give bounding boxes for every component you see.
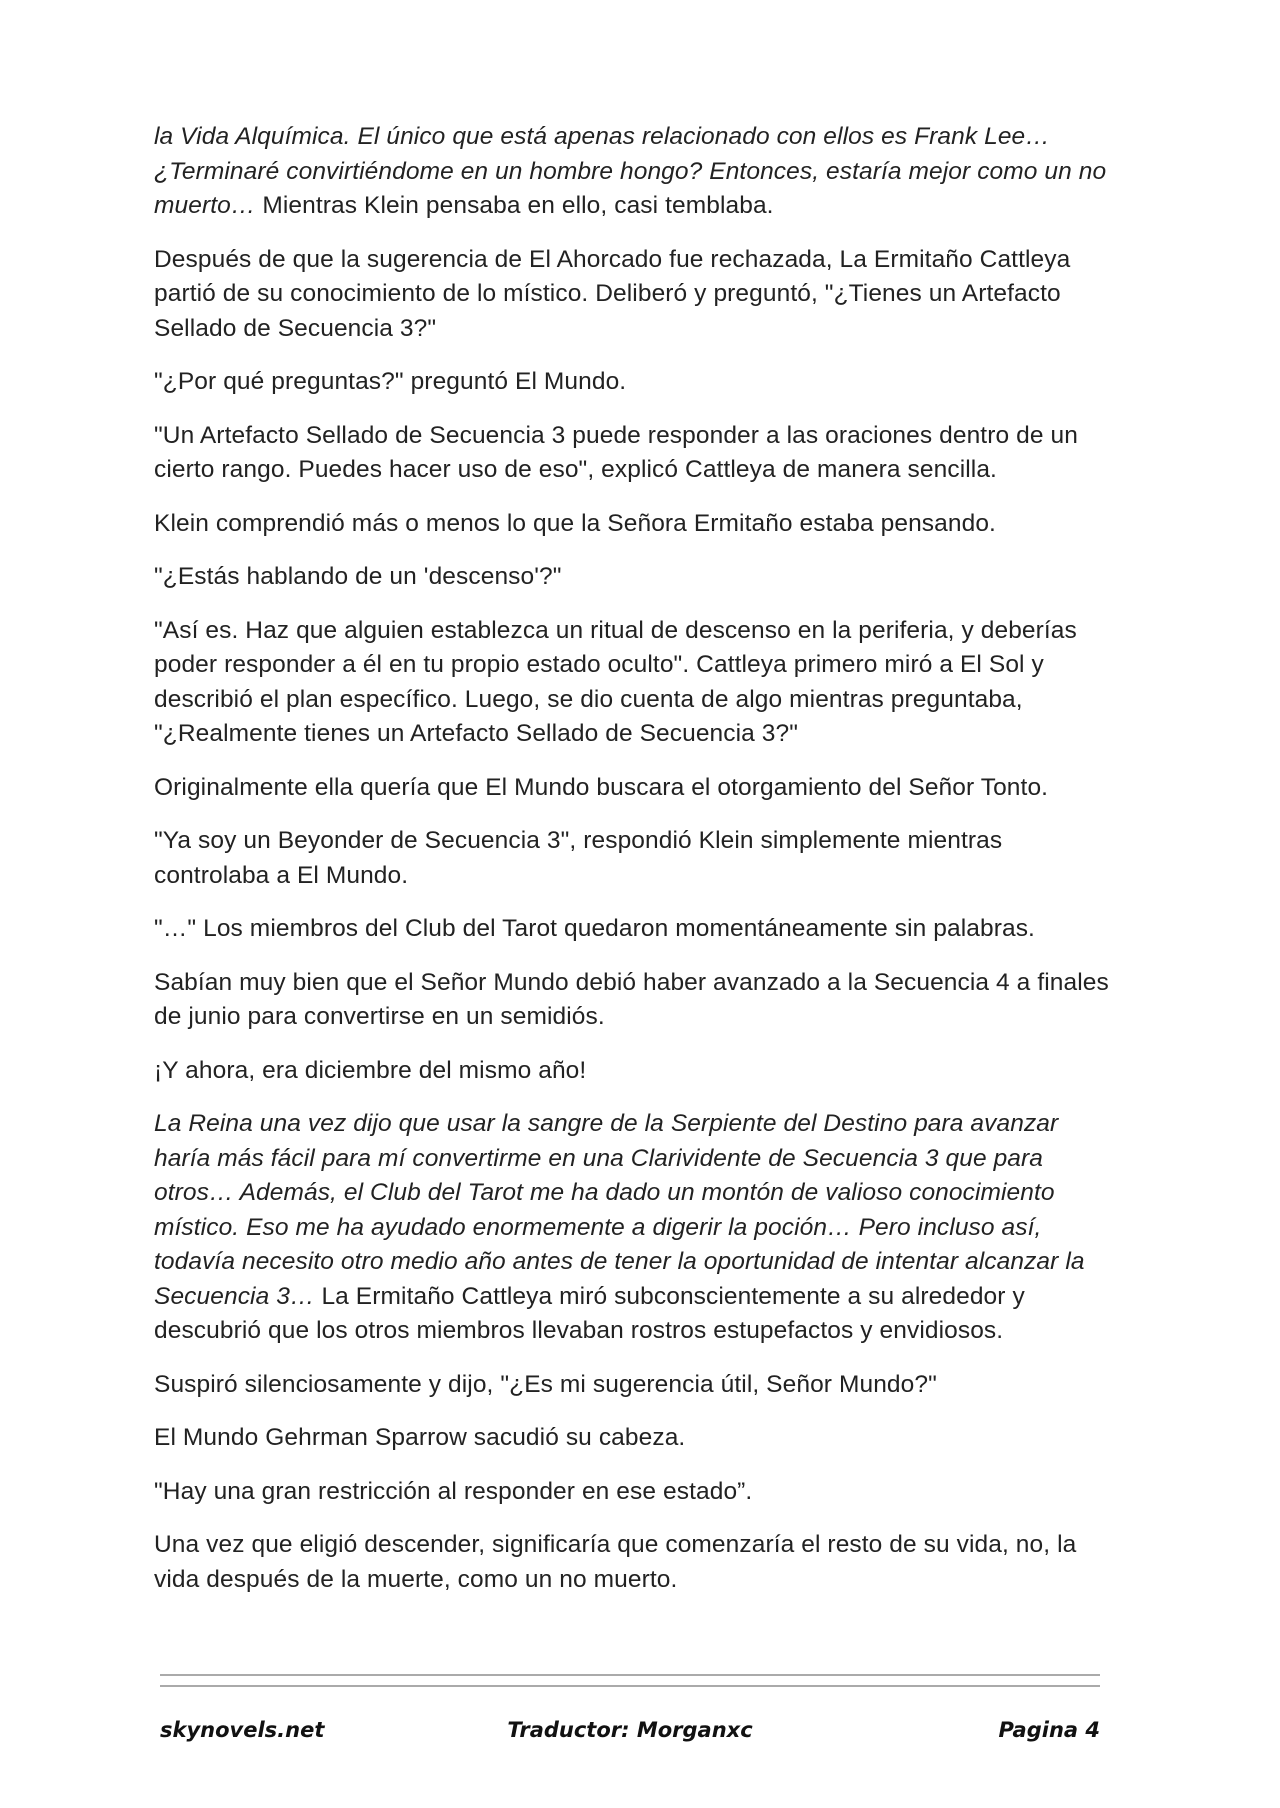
page-footer (160, 1718, 1100, 1750)
footer-site: skynovels.net (160, 1718, 325, 1742)
paragraph-12: ¡Y ahora, era diciembre del mismo año! (154, 1056, 587, 1084)
paragraph-1 (154, 120, 1114, 224)
paragraph-10: "…" Los miembros del Club del Tarot quedaron momentáneamente sin palabras. (154, 915, 1035, 942)
footer-divider-bottom (160, 1685, 1100, 1687)
paragraph-8: Originalmente ella quería que El Mundo buscara el otorgamiento del Señor Tonto. (154, 773, 1049, 801)
italic-thought: la Vida Alquímica. El único que está apenas relacionado con ellos es Frank Lee… ¿Terminaré convirtiéndome en un hombre hongo? Entonces, estaría mejor como un no muerto… (154, 123, 1107, 219)
paragraph-3: "¿Por qué preguntas?" preguntó El Mundo. (154, 368, 627, 395)
document-body (154, 120, 1114, 1616)
footer-divider-top (160, 1674, 1100, 1676)
paragraph-text: La Ermitaño Cattleya miró subconscientemente a su alrededor y descubrió que los otros miembros llevaban rostros estupefactos y envidiosos. (154, 1282, 1025, 1344)
footer-translator: Traductor: Morganxc (507, 1718, 753, 1742)
paragraph-11: Sabían muy bien que el Señor Mundo debió haber avanzado a la Secuencia 4 a finales de junio para convertirse en un semidiós. (154, 968, 1109, 1030)
paragraph-13 (154, 1107, 1114, 1349)
paragraph-16: "Hay una gran restricción al responder en ese estado”. (154, 1477, 753, 1505)
footer-page-number: Pagina 4 (998, 1718, 1100, 1742)
paragraph-14: Suspiró silenciosamente y dijo, "¿Es mi sugerencia útil, Señor Mundo?" (154, 1370, 937, 1398)
paragraph-17: Una vez que eligió descender, significaría que comenzaría el resto de su vida, no, la vida después de la muerte, como un no muerto. (154, 1531, 1077, 1593)
paragraph-9: "Ya soy un Beyonder de Secuencia 3", respondió Klein simplemente mientras controlaba a El Mundo. (154, 827, 1003, 889)
italic-thought: La Reina una vez dijo que usar la sangre de la Serpiente del Destino para avanzar haría más fácil para mí convertirme en una Clarividente de Secuencia 3 que para otros… Además, el Club del Tarot me ha dado un montón de valioso conocimiento místico. Eso me ha ayudado enormemente a digerir la poción… Pero incluso así, todavía necesito otro medio año antes de tener la oportunidad de intentar alcanzar la Secuencia 3… (154, 1110, 1085, 1310)
paragraph-15: El Mundo Gehrman Sparrow sacudió su cabeza. (154, 1424, 686, 1451)
paragraph-7: "Así es. Haz que alguien establezca un ritual de descenso en la periferia, y deberías poder responder a él en tu propio estado oculto". Cattleya primero miró a El Sol y describió el plan específico. Luego, se dio cuenta de algo mientras preguntaba, "¿Realmente tienes un Artefacto Sellado de Secuencia 3?" (154, 616, 1077, 747)
paragraph-text: Mientras Klein pensaba en ello, casi temblaba. (255, 192, 774, 219)
paragraph-2: Después de que la sugerencia de El Ahorcado fue rechazada, La Ermitaño Cattleya partió de su conocimiento de lo místico. Deliberó y preguntó, "¿Tienes un Artefacto Sellado de Secuencia 3?" (154, 245, 1071, 342)
paragraph-5: Klein comprendió más o menos lo que la Señora Ermitaño estaba pensando. (154, 509, 996, 537)
paragraph-4: "Un Artefacto Sellado de Secuencia 3 puede responder a las oraciones dentro de un cierto rango. Puedes hacer uso de eso", explicó Cattleya de manera sencilla. (154, 421, 1078, 483)
paragraph-6: "¿Estás hablando de un 'descenso'?" (154, 563, 562, 590)
